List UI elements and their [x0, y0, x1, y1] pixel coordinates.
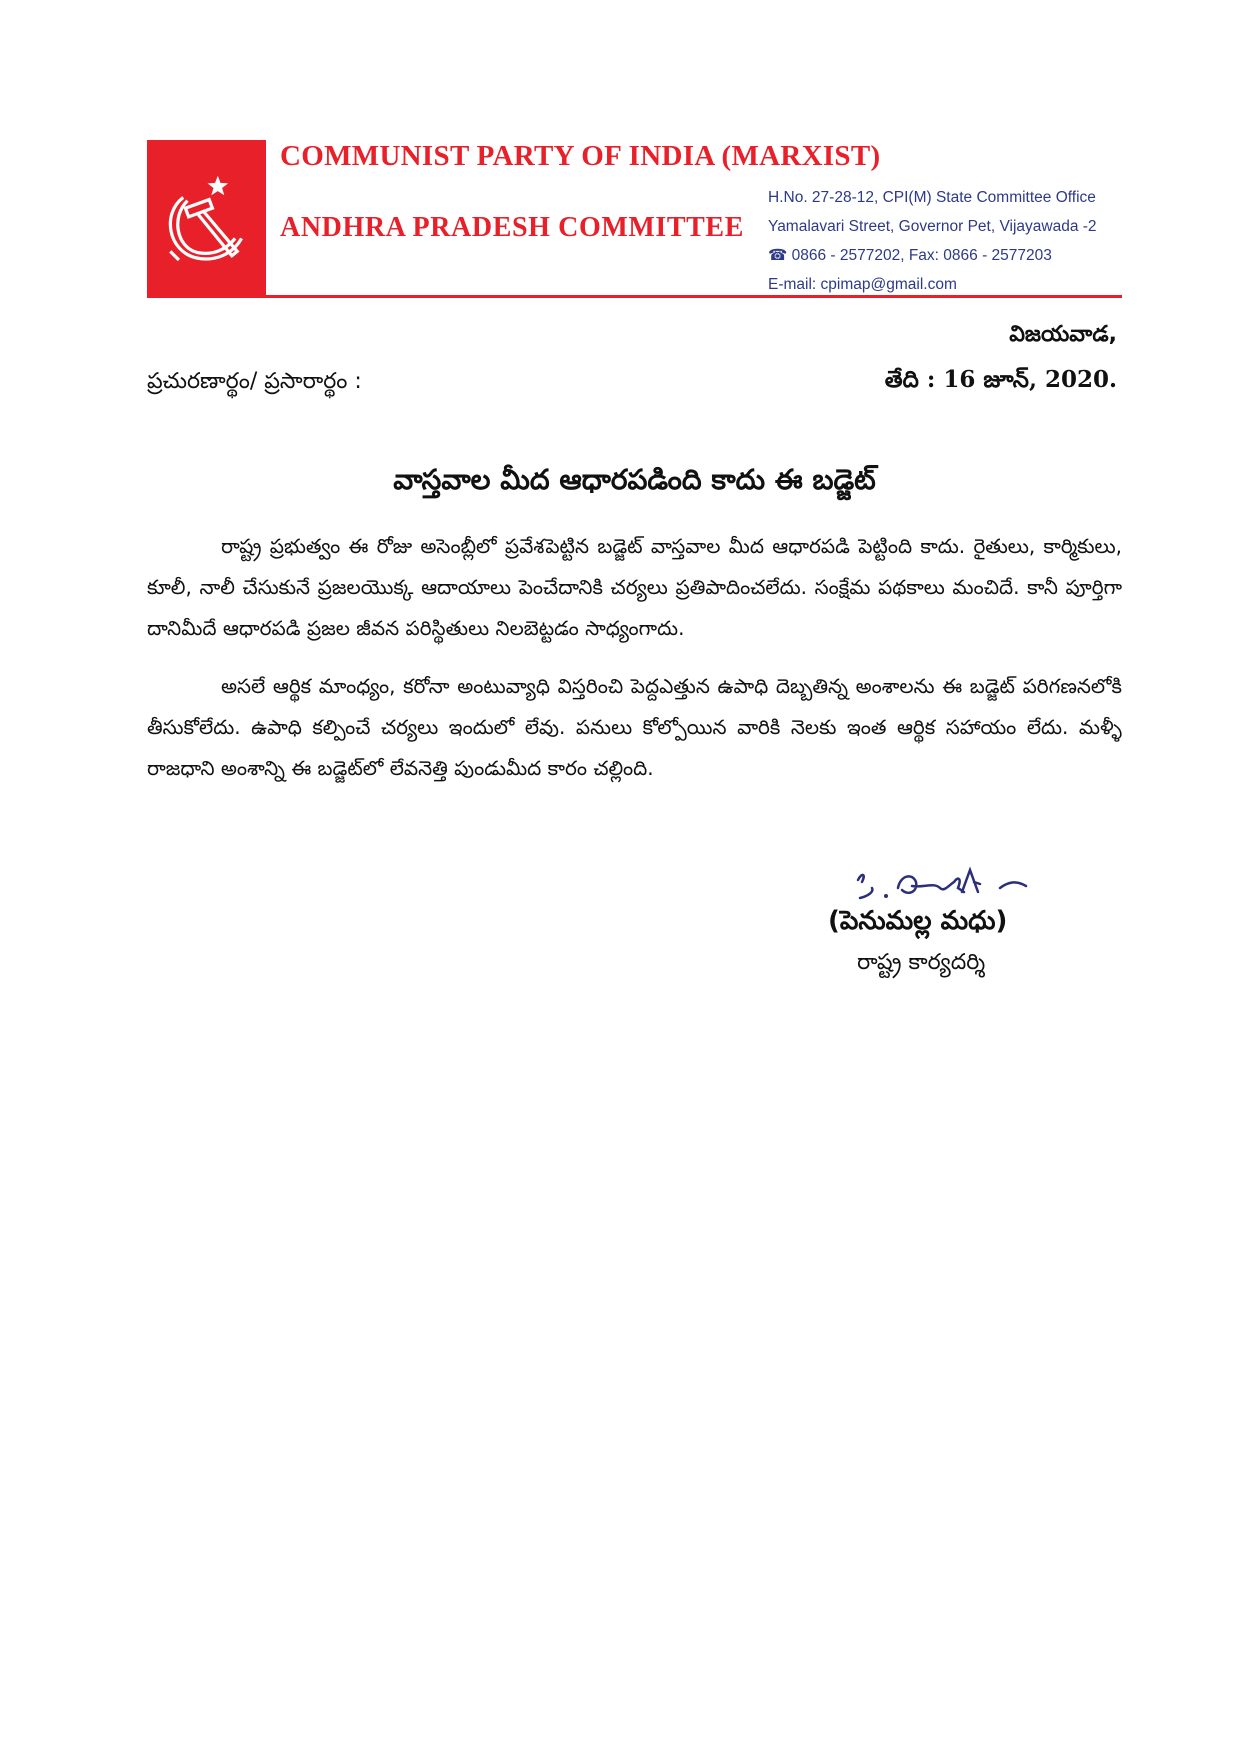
contact-block — [768, 183, 1097, 299]
subject-label: ప్రచురణార్థం/ ప్రసారార్థం : — [147, 369, 362, 394]
address-line-2: Yamalavari Street, Governor Pet, Vijayawada -2 — [768, 218, 1097, 235]
place: విజయవాడ, — [1009, 322, 1117, 347]
paragraph-1: రాష్ట్ర ప్రభుత్వం ఈ రోజు అసెంబ్లీలో ప్రవేశపెట్టిన బడ్జెట్ వాస్తవాల మీద ఆధారపడి పెట్టింది కాదు. రైతులు, కార్మికులు, కూలీ, నాలీ చేసుకునే ప్రజలయొక్క ఆదాయాలు పెంచేదానికి చర్యలు ప్రతిపాదించలేదు. సంక్షేమ పథకాలు మంచిదే. కానీ పూర్తిగా దానిమీదే ఆధారపడి ప్రజల జీవన పరిస్థితులు నిలబెట్టడం సాధ్యంగాదు. — [147, 534, 1122, 640]
handwritten-signature — [850, 862, 1040, 912]
phone-fax: ☎ 0866 - 2577202, Fax: 0866 - 2577203 — [768, 247, 1052, 264]
email-address: E-mail: cpimap@gmail.com — [768, 276, 957, 293]
committee-name: ANDHRA PRADESH COMMITTEE — [280, 212, 744, 243]
hammer-and-sickle-icon — [153, 165, 261, 273]
headline: వాస్తవాల మీద ఆధారపడింది కాదు ఈ బడ్జెట్ — [393, 463, 876, 496]
letterhead — [147, 140, 1122, 300]
party-logo — [147, 140, 266, 298]
address-line-1: H.No. 27-28-12, CPI(M) State Committee Office — [768, 189, 1096, 206]
signatory-name: (పెనుమల్ల మధు) — [828, 906, 1008, 936]
signatory-title: రాష్ట్ర కార్యదర్శి — [857, 950, 986, 975]
date: తేది : 16 జూన్, 2020. — [884, 366, 1117, 393]
org-name: COMMUNIST PARTY OF INDIA (MARXIST) — [280, 140, 881, 172]
header-divider — [266, 295, 1122, 298]
paragraph-2: అసలే ఆర్థిక మాంధ్యం, కరోనా అంటువ్యాధి విస్తరించి పెద్దఎత్తున ఉపాధి దెబ్బతిన్న అంశాలను ఈ బడ్జెట్ పరిగణనలోకి తీసుకోలేదు. ఉపాధి కల్పించే చర్యలు ఇందులో లేవు. పనులు కోల్పోయిన వారికి నెలకు ఇంత ఆర్థిక సహాయం లేదు. మళ్ళీ రాజధాని అంశాన్ని ఈ బడ్జెట్‌లో లేవనెత్తి పుండుమీద కారం చల్లింది. — [147, 674, 1122, 780]
